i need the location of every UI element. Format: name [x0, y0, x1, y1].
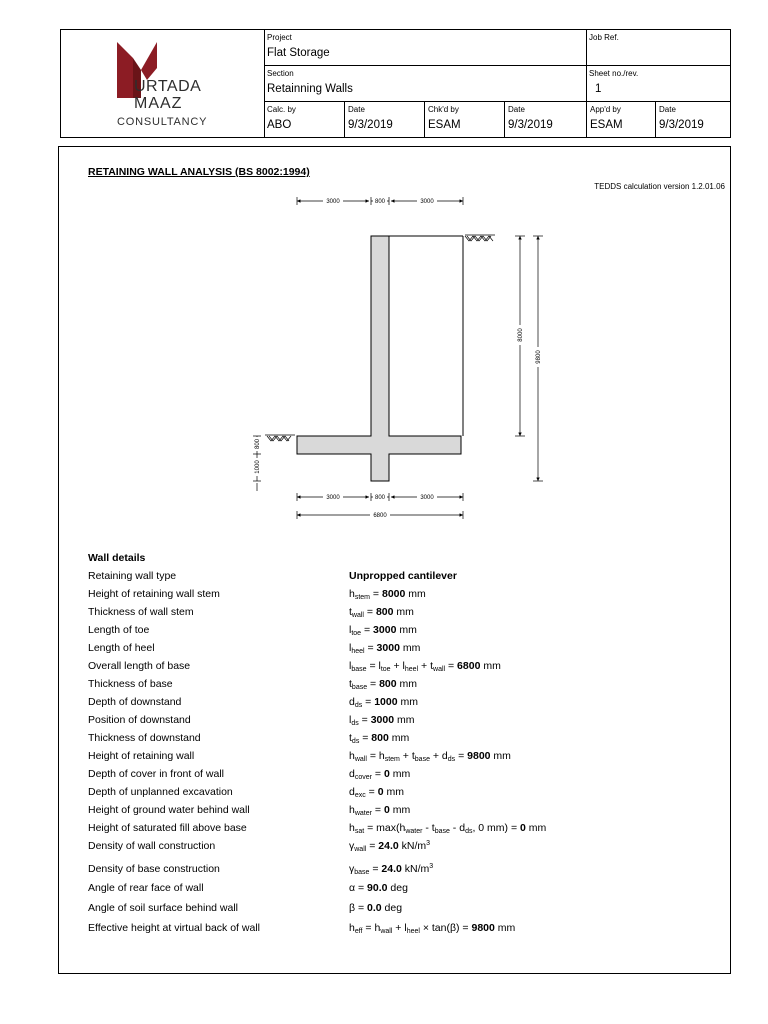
- detail-label: Thickness of wall stem: [88, 606, 194, 618]
- detail-row: [88, 660, 708, 674]
- section-value: Retainning Walls: [267, 83, 353, 95]
- dim-bottom-stem: 800: [374, 495, 386, 501]
- detail-label: Depth of unplanned excavation: [88, 786, 233, 798]
- detail-value: Unpropped cantilever: [349, 570, 457, 582]
- detail-value: $l_{heel} = 3000$ mm: [349, 642, 421, 655]
- detail-row: [88, 750, 708, 764]
- calc-by-label: Calc. by: [267, 105, 296, 114]
- detail-value: $h_{water} = 0$ mm: [349, 804, 411, 817]
- detail-value: $h_{sat} = \max(h_{water} - t_{base} - d_{ds}$, 0 mm) = 0 mm: [349, 822, 547, 835]
- section-cell: [264, 66, 586, 101]
- detail-label: Height of retaining wall: [88, 750, 195, 762]
- calc-date-label: Date: [348, 105, 365, 114]
- calc-date-value: 9/3/2019: [348, 119, 393, 131]
- detail-row: [88, 804, 708, 818]
- detail-value: β = 0.0 deg: [349, 902, 403, 914]
- checked-date-label: Date: [508, 105, 525, 114]
- approved-date-value: 9/3/2019: [659, 119, 704, 131]
- logo-line-1: URTADA: [134, 78, 202, 95]
- checked-date-cell: [505, 102, 586, 137]
- dim-top-toe: 3000: [326, 199, 340, 205]
- job-ref-cell: [586, 30, 730, 65]
- detail-label: Length of heel: [88, 642, 155, 654]
- detail-value: $l_{base} = l_{toe} + l_{heel} + t_{wall} = 6800$ mm: [349, 660, 501, 673]
- detail-row: [88, 768, 708, 782]
- wall-section-drawing: [59, 147, 730, 537]
- detail-row: [88, 732, 708, 746]
- detail-label: Effective height at virtual back of wall: [88, 922, 260, 934]
- section-label: Section: [267, 69, 294, 78]
- detail-value: $t_{wall} = 800$ mm: [349, 606, 414, 619]
- detail-label: Thickness of base: [88, 678, 173, 690]
- detail-value: $h_{eff} = h_{wall} + l_{heel} \times \tan(\beta) = 9800$ mm: [349, 922, 516, 935]
- detail-row: [88, 922, 708, 936]
- detail-value: $l_{toe} = 3000$ mm: [349, 624, 417, 637]
- approved-date-label: Date: [659, 105, 676, 114]
- approved-by-cell: [587, 102, 655, 137]
- checked-by-label: Chk'd by: [428, 105, 459, 114]
- dim-total-length: 6800: [373, 513, 387, 519]
- detail-value: $d_{cover} = 0$ mm: [349, 768, 411, 781]
- detail-label: Position of downstand: [88, 714, 191, 726]
- detail-label: Density of base construction: [88, 863, 220, 875]
- dim-base-thick: 800: [255, 438, 261, 450]
- dim-bottom-heel: 3000: [420, 495, 434, 501]
- detail-value: $t_{ds} = 800$ mm: [349, 732, 410, 745]
- calc-by-cell: [264, 102, 344, 137]
- detail-row: [88, 624, 708, 638]
- detail-row: [88, 696, 708, 710]
- wall-section-shape: [297, 236, 461, 481]
- sheet-title: RETAINING WALL ANALYSIS (BS 8002:1994): [88, 166, 310, 178]
- detail-label: Angle of rear face of wall: [88, 882, 204, 894]
- detail-row: [88, 588, 708, 602]
- dim-top-stem: 800: [374, 199, 386, 205]
- calc-date-cell: [345, 102, 424, 137]
- project-value: Flat Storage: [267, 47, 330, 59]
- detail-row: [88, 882, 708, 896]
- detail-label: Height of saturated fill above base: [88, 822, 247, 834]
- detail-value: $d_{exc} = 0$ mm: [349, 786, 404, 799]
- detail-value: $d_{ds} = 1000$ mm: [349, 696, 418, 709]
- title-block: [60, 29, 731, 138]
- project-cell: [264, 30, 586, 65]
- detail-label: Height of retaining wall stem: [88, 588, 220, 600]
- detail-row: [88, 902, 708, 916]
- front-soil-hatch-icon: [265, 435, 295, 441]
- detail-label: Density of wall construction: [88, 840, 216, 852]
- checked-date-value: 9/3/2019: [508, 119, 553, 131]
- company-logo: [61, 30, 265, 137]
- detail-row: [88, 678, 708, 692]
- dim-bottom-toe: 3000: [326, 495, 340, 501]
- rear-soil-hatch-icon: [465, 235, 495, 241]
- detail-row: [88, 863, 708, 877]
- job-ref-label: Job Ref.: [589, 33, 619, 42]
- detail-row: [88, 570, 708, 584]
- detail-row: [88, 786, 708, 800]
- detail-value: $t_{base} = 800$ mm: [349, 678, 418, 691]
- version-note: TEDDS calculation version 1.2.01.06: [594, 182, 725, 191]
- checked-by-cell: [425, 102, 504, 137]
- wall-details-heading: Wall details: [88, 552, 146, 564]
- approved-by-label: App'd by: [590, 105, 621, 114]
- detail-label: Depth of downstand: [88, 696, 182, 708]
- detail-row: [88, 606, 708, 620]
- sheet-no-label: Sheet no./rev.: [589, 69, 639, 78]
- checked-by-value: ESAM: [428, 119, 461, 131]
- detail-row: [88, 642, 708, 656]
- detail-label: Length of toe: [88, 624, 150, 636]
- dim-wall-height: 9800: [536, 350, 542, 364]
- calc-by-value: ABO: [267, 119, 292, 131]
- detail-row: [88, 822, 708, 836]
- dim-downstand: 1000: [255, 460, 261, 474]
- detail-label: Retaining wall type: [88, 570, 177, 582]
- logo-line-3: CONSULTANCY: [117, 116, 208, 128]
- detail-value: $l_{ds} = 3000$ mm: [349, 714, 415, 727]
- detail-label: Thickness of downstand: [88, 732, 201, 744]
- dim-top-heel: 3000: [420, 199, 434, 205]
- detail-value: $\gamma_{base} = 24.0$ $kN/m^3$: [349, 863, 434, 876]
- detail-value: $\gamma_{wall} = 24.0$ $kN/m^3$: [349, 840, 431, 853]
- approved-date-cell: [656, 102, 730, 137]
- approved-by-value: ESAM: [590, 119, 623, 131]
- detail-label: Overall length of base: [88, 660, 191, 672]
- detail-label: Height of ground water behind wall: [88, 804, 250, 816]
- project-label: Project: [267, 33, 292, 42]
- detail-value: α = 90.0 deg: [349, 882, 408, 894]
- detail-row: [88, 714, 708, 728]
- detail-label: Angle of soil surface behind wall: [88, 902, 239, 914]
- detail-value: $h_{stem} = 8000$ mm: [349, 588, 426, 601]
- detail-value: $h_{wall} = h_{stem} + t_{base} + d_{ds} = 9800$ mm: [349, 750, 511, 763]
- sheet-no-value: 1: [595, 83, 602, 95]
- detail-label: Depth of cover in front of wall: [88, 768, 224, 780]
- sheet-no-cell: [586, 66, 730, 101]
- calculation-sheet: [58, 146, 731, 974]
- logo-line-2: MAAZ: [134, 95, 183, 112]
- detail-row: [88, 840, 708, 854]
- dim-stem-height: 8000: [518, 328, 524, 342]
